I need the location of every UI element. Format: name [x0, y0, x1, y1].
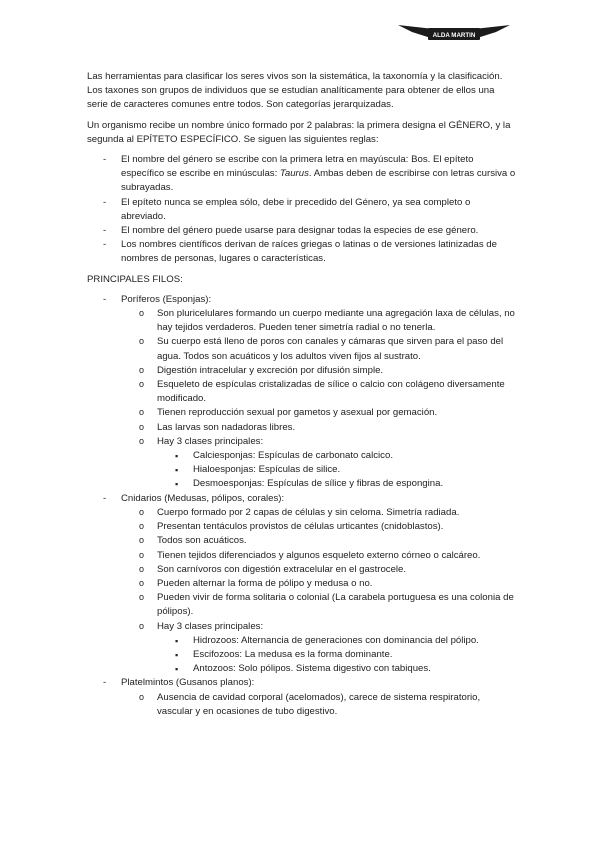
feature-item: o Cuerpo formado por 2 capas de células y sin celoma. Simetría radiada.	[121, 506, 517, 520]
classes-heading: o Hay 3 clases principales:	[157, 435, 264, 447]
feature-item: o Son carnívoros con digestión extracelular en el gastrocele.	[121, 563, 517, 577]
feature-item: o Su cuerpo está lleno de poros con canales y cámaras que sirven para el paso del agua. Todos son acuáticos y los adultos viven fijos al sustrato.	[121, 335, 517, 363]
feature-item: o Todos son acuáticos.	[121, 534, 517, 548]
cnidarios-features	[121, 506, 517, 676]
document-body	[87, 70, 517, 719]
class-item: ▪ Escifozoos: La medusa es la forma dominante.	[157, 648, 517, 662]
logo-text: ALDA MARTIN	[432, 31, 476, 39]
poriferos-features	[121, 307, 517, 492]
feature-item: o Ausencia de cavidad corporal (acelomados), carece de sistema respiratorio, vascular y en ocasiones de tubo digestivo.	[121, 691, 517, 719]
class-item: ▪ Hidrozoos: Alternancia de generaciones con dominancia del pólipo.	[157, 634, 517, 648]
feature-item: o Son pluricelulares formando un cuerpo mediante una agregación laxa de células, no hay tejidos verdaderos. Pueden tener simetría radial o no tenerla.	[121, 307, 517, 335]
filo-title: - Poríferos (Esponjas):	[121, 293, 212, 305]
feature-item: o Las larvas son nadadoras libres.	[121, 421, 517, 435]
poriferos-classes	[157, 449, 517, 492]
filo-poriferos	[87, 293, 517, 492]
platelmintos-features	[121, 691, 517, 719]
rule-item: - Los nombres científicos derivan de raíces griegas o latinas o de versiones latinizadas de nombres de personas, lugares o características.	[87, 238, 517, 266]
winged-logo	[398, 22, 510, 44]
rule-item: - El epíteto nunca se emplea sólo, debe ir precedido del Género, ya sea completo o abreviado.	[87, 196, 517, 224]
feature-item: o Tienen reproducción sexual por gametos y asexual por gemación.	[121, 406, 517, 420]
class-item: ▪ Desmoesponjas: Espículas de sílice y fibras de espongina.	[157, 477, 517, 491]
filo-cnidarios	[87, 492, 517, 677]
cnidarios-classes	[157, 634, 517, 677]
feature-item	[121, 620, 517, 677]
section-title: PRINCIPALES FILOS:	[87, 273, 183, 285]
rules-list	[87, 153, 517, 267]
rule-item: - El nombre del género puede usarse para designar todas la especies de ese género.	[87, 224, 517, 238]
feature-item: o Presentan tentáculos provistos de células urticantes (cnidoblastos).	[121, 520, 517, 534]
class-item: ▪ Antozoos: Solo pólipos. Sistema digestivo con tabiques.	[157, 662, 517, 676]
filo-title: - Platelmintos (Gusanos planos):	[121, 677, 255, 689]
feature-item: o Esqueleto de espículas cristalizadas de sílice o calcio con colágeno diversamente modificado.	[121, 378, 517, 406]
filos-list	[87, 293, 517, 719]
intro-paragraph-1: Las herramientas para clasificar los seres vivos son la sistemática, la taxonomía y la clasificación. Los taxones son grupos de individuos que se estudian analíticamente para obtener de ellos una serie de caracteres comunes entre todos. Son categorías jerarquizadas.	[87, 71, 503, 111]
rule-item: - El nombre del género se escribe con la primera letra en mayúscula: Bos. El epíteto específico se escribe en minúsculas: Taurus. Ambas deben de escribirse con letras cursiva o subrayadas.	[87, 153, 517, 196]
filo-title: - Cnidarios (Medusas, pólipos, corales):	[121, 492, 285, 504]
class-item: ▪ Calciesponjas: Espículas de carbonato calcico.	[157, 449, 517, 463]
feature-item: o Digestión intracelular y excreción por difusión simple.	[121, 364, 517, 378]
class-item: ▪ Hialoesponjas: Espículas de silice.	[157, 463, 517, 477]
feature-item	[121, 435, 517, 492]
feature-item: o Pueden alternar la forma de pólipo y medusa o no.	[121, 577, 517, 591]
feature-item: o Pueden vivir de forma solitaria o colonial (La carabela portuguesa es una colonia de pólipos).	[121, 591, 517, 619]
italic-example: Taurus	[279, 168, 309, 180]
filo-platelmintos	[87, 676, 517, 719]
feature-item: o Tienen tejidos diferenciados y algunos esqueleto externo córneo o calcáreo.	[121, 549, 517, 563]
classes-heading: o Hay 3 clases principales:	[157, 620, 264, 632]
intro-paragraph-2: Un organismo recibe un nombre único formado por 2 palabras: la primera designa el GÉNERO, y la segunda al EPÍTETO ESPECÍFICO. Se siguen las siguientes reglas:	[87, 119, 511, 145]
